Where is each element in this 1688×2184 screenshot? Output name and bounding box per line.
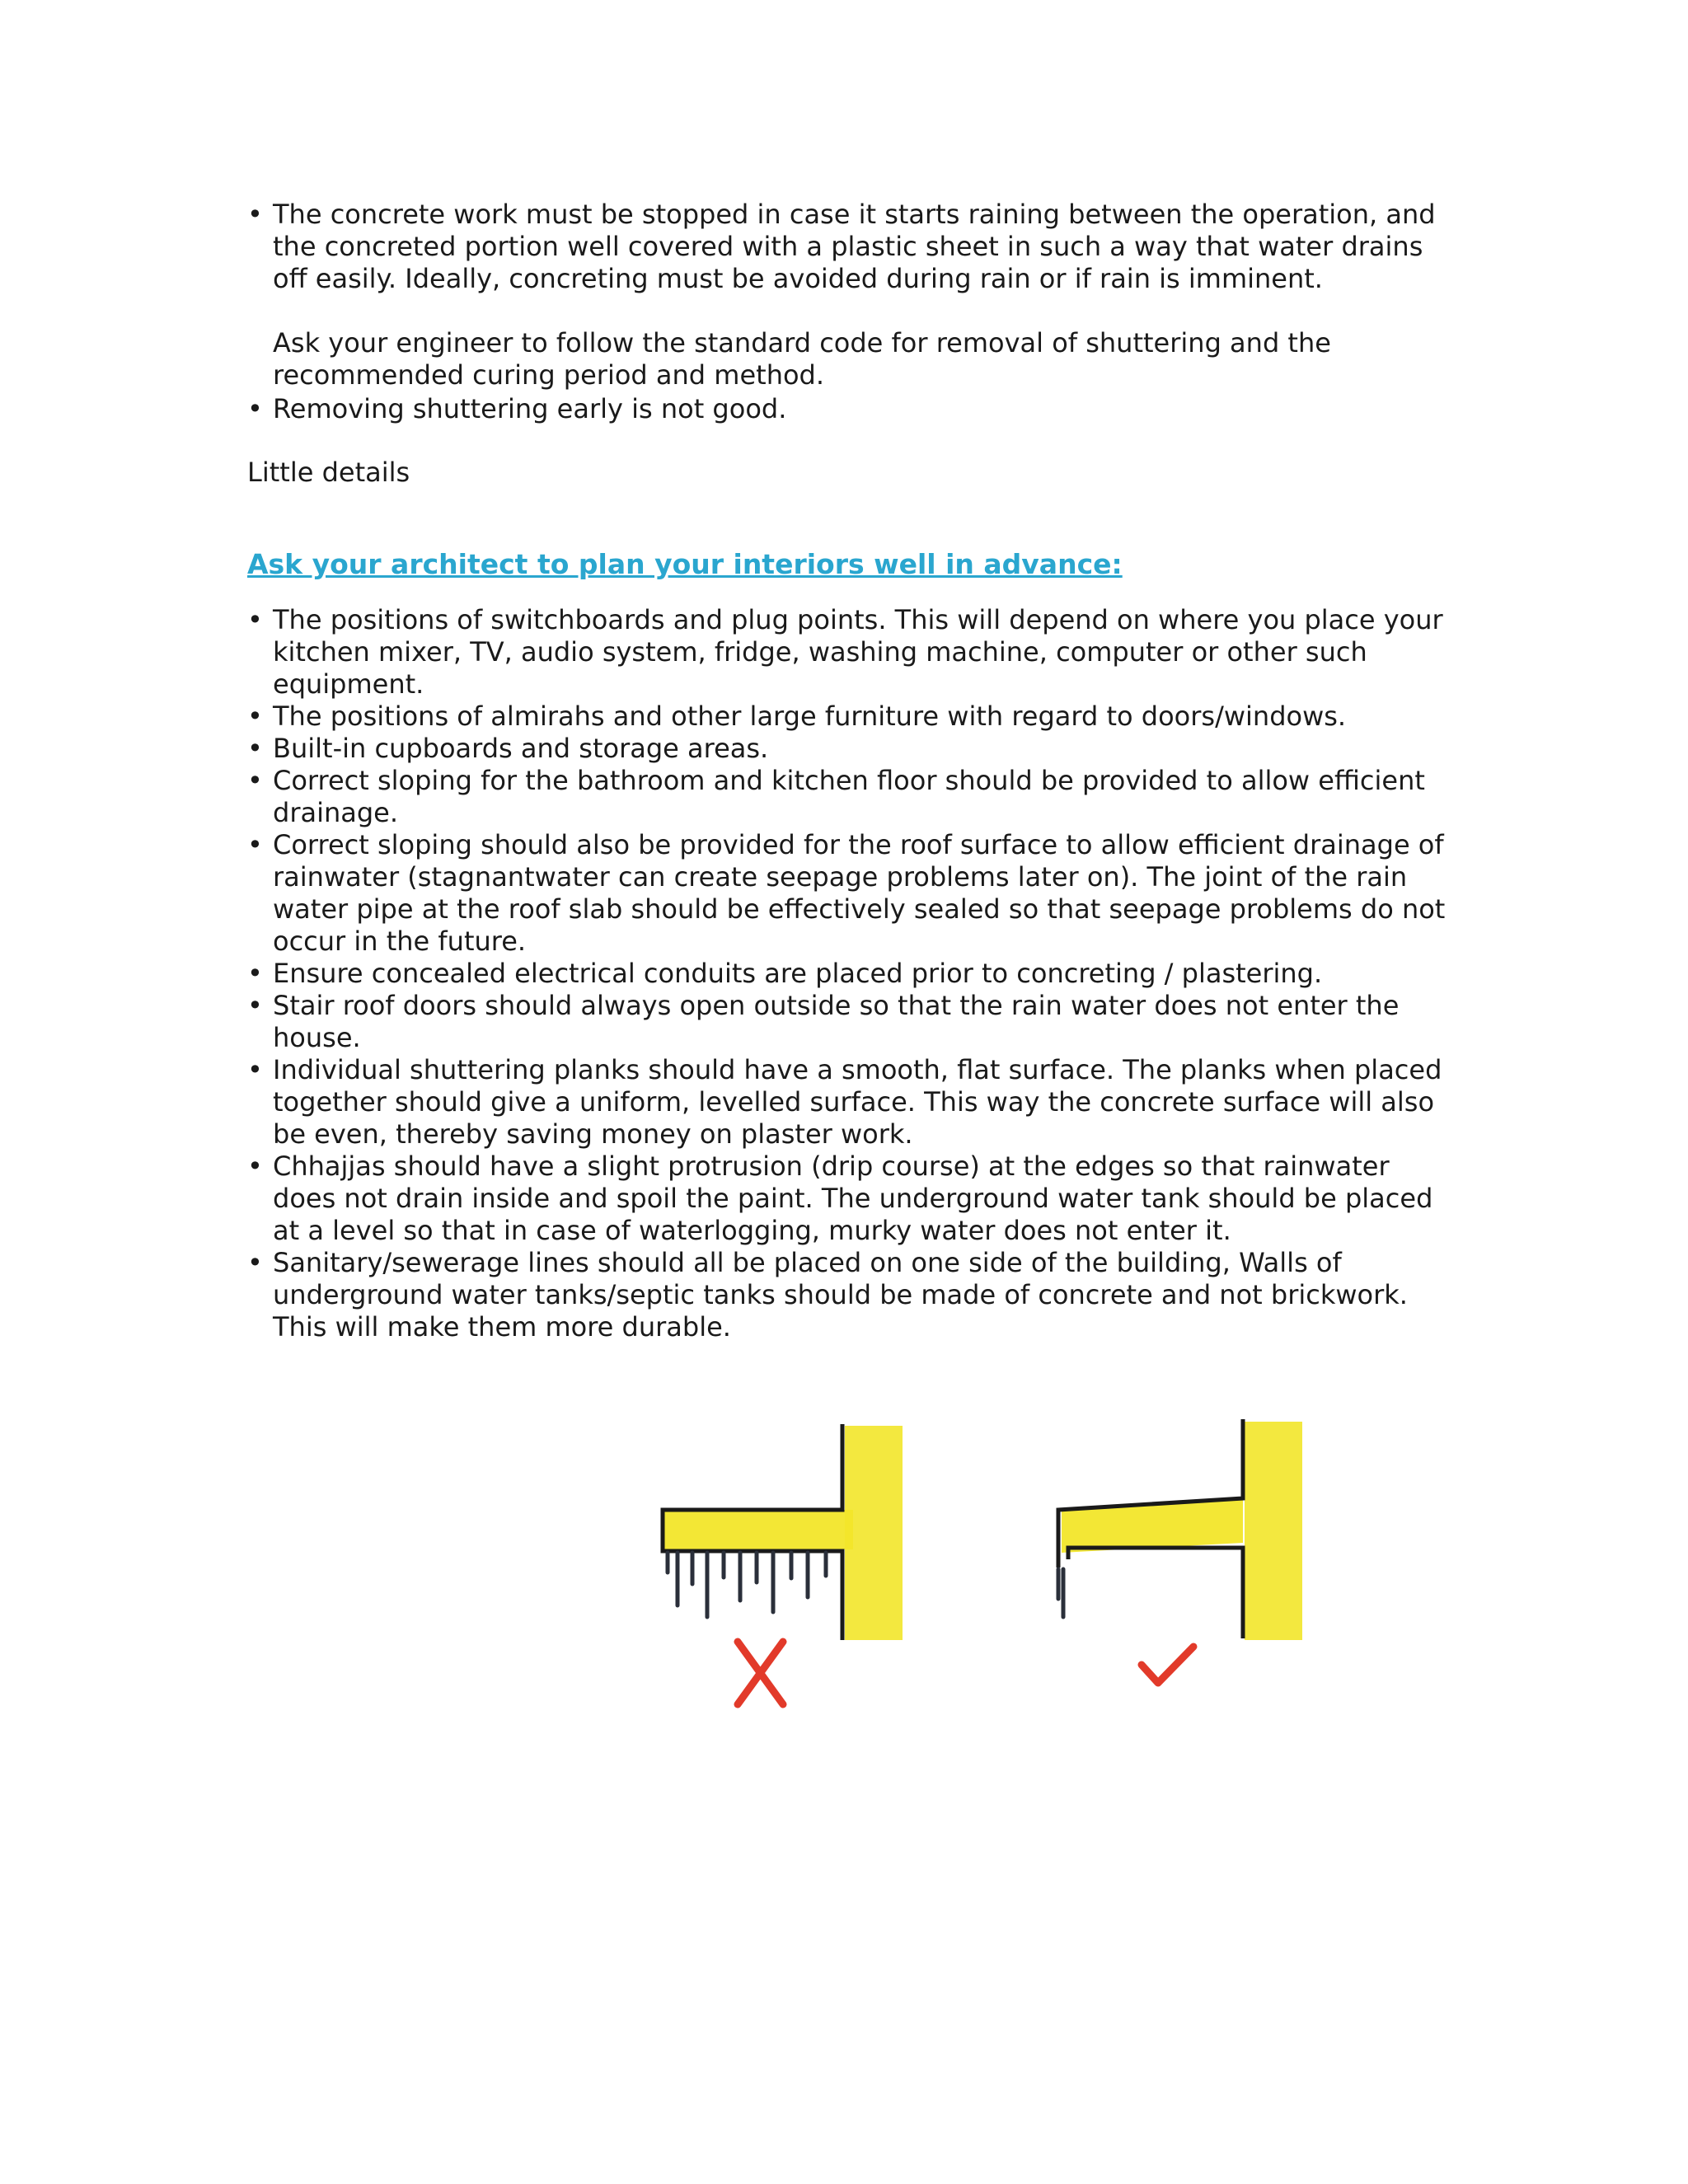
architect-heading-block — [247, 521, 1451, 608]
list-item: • Chhajjas should have a slight protrusion (drip course) at the edges so that rainwater does not drain inside and spoil the paint. The underground water tank should be placed at a level so that in case of waterlogging, murky water does not enter it. — [247, 1151, 1451, 1247]
architect-heading: Ask your architect to plan your interiors well in advance: — [247, 548, 1123, 580]
water-drips — [1058, 1569, 1063, 1617]
list-item: • The concrete work must be stopped in case it starts raining between the operation, and the concreted portion well covered with a plastic sheet in such a way that water drains off easily. Ideally, concreting must be avoided during rain or if rain is imminent. — [247, 199, 1451, 295]
list-item: • The positions of switchboards and plug points. This will depend on where you place your kitchen mixer, TV, audio system, fridge, washing machine, computer or other such equipment. — [247, 604, 1451, 701]
top-section — [247, 199, 1451, 425]
architect-section — [247, 604, 1451, 1343]
architect-bullet-list — [247, 604, 1451, 1343]
list-item: • Individual shuttering planks should have a smooth, flat surface. The planks when placed together should give a uniform, levelled surface. This way the concrete surface will also be even, thereby saving money on plaster work. — [247, 1054, 1451, 1151]
list-item: • The positions of almirahs and other large furniture with regard to doors/windows. — [247, 701, 1451, 733]
list-item: • Ensure concealed electrical conduits are placed prior to concreting / plastering. — [247, 958, 1451, 990]
section-label — [247, 457, 1451, 489]
chhajja-drip-course-illustration — [643, 1401, 1352, 1731]
paragraph-continuation: Ask your engineer to follow the standard code for removal of shuttering and the recommended curing period and method. — [273, 327, 1331, 391]
wall-fill — [1245, 1422, 1302, 1640]
list-item: • Correct sloping for the bathroom and kitchen floor should be provided to allow efficient drainage. — [247, 765, 1451, 829]
top-bullet-list-2 — [247, 393, 1451, 425]
wall-fill — [845, 1426, 903, 1640]
little-details-label: Little details — [247, 457, 410, 488]
list-item: • Correct sloping should also be provided for the roof surface to allow efficient drainage of rainwater (stagnantwater can create seepage problems later on). The joint of the rain water pipe at the roof slab should be effectively sealed so that seepage problems do not occur in the future. — [247, 829, 1451, 958]
chhajja-bottom-outline — [1068, 1548, 1243, 1638]
cross-mark-icon — [738, 1642, 783, 1704]
list-item: • Removing shuttering early is not good. — [247, 393, 1451, 425]
check-mark-icon — [1142, 1647, 1193, 1683]
list-item: • Sanitary/sewerage lines should all be placed on one side of the building, Walls of underground water tanks/septic tanks should be made of concrete and not brickwork. This will make them more durable. — [247, 1247, 1451, 1343]
slab-fill — [663, 1510, 853, 1549]
list-item: • Stair roof doors should always open outside so that the rain water does not enter the house. — [247, 990, 1451, 1054]
incorrect-chhajja-figure — [663, 1424, 903, 1704]
list-item: • Built-in cupboards and storage areas. — [247, 733, 1451, 765]
correct-chhajja-figure — [1058, 1419, 1302, 1683]
water-drips — [668, 1553, 826, 1617]
top-bullet-list — [247, 199, 1451, 295]
